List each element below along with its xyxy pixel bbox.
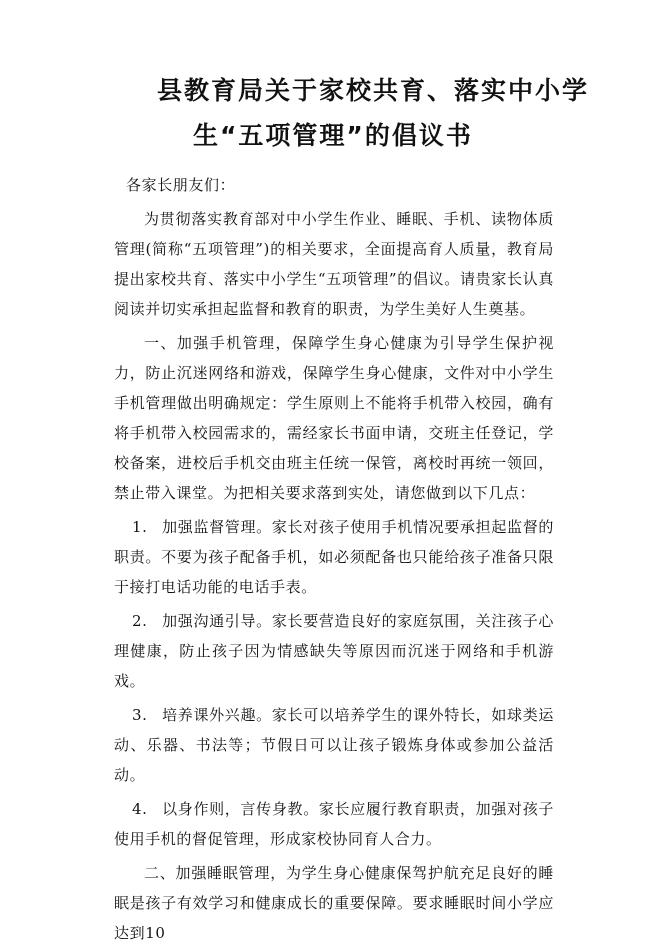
- item-number: 2.: [132, 612, 148, 630]
- item-number: 3.: [132, 706, 148, 724]
- list-item: [114, 512, 554, 602]
- list-item: [114, 700, 554, 790]
- item-text: 加强监督管理。家长对孩子使用手机情况要承担起监督的职责。不要为孩子配备手机，如必须配备也只能给孩子准备只限于接打电话功能的电话手表。: [114, 518, 554, 596]
- item-number: 4.: [132, 800, 148, 818]
- document-title-line-1: 县教育局关于家校共育、落实中小学: [157, 76, 590, 105]
- item-number: 1.: [132, 518, 148, 536]
- document-body: [114, 170, 554, 952]
- section-1-paragraph: 一、加强手机管理，保障学生身心健康为引导学生保护视力，防止沉迷网络和游戏，保障学生身心健康，文件对中小学生手机管理做出明确规定：学生原则上不能将手机带入校园，确有将手机带入校园需求的，需经家长书面申请，交班主任登记，学校备案，进校后手机交由班主任统一保管，离校时再统一领回，禁止带入课堂。为把相关要求落到实处，请您做到以下几点：: [114, 334, 554, 502]
- intro-paragraph: 为贯彻落实教育部对中小学生作业、睡眠、手机、读物体质管理(简称“五项管理”)的相关要求，全面提高育人质量，教育局提出家校共育、落实中小学生“五项管理”的倡议。请贵家长认真阅读并切实承担起监督和教育的职责，为学生美好人生奠基。: [114, 210, 554, 318]
- list-item: [114, 606, 554, 696]
- item-text: 以身作则，言传身教。家长应履行教育职责，加强对孩子使用手机的督促管理，形成家校协同育人合力。: [114, 800, 554, 848]
- list-item: [114, 794, 554, 854]
- section-2-paragraph: 二、加强睡眠管理，为学生身心健康保驾护航充足良好的睡眠是孩子有效学习和健康成长的重要保障。要求睡眠时间小学应达到10: [114, 864, 554, 942]
- item-text: 培养课外兴趣。家长可以培养学生的课外特长，如球类运动、乐器、书法等；节假日可以让孩子锻炼身体或参加公益活动。: [114, 706, 554, 784]
- document-title-line-2: 生“五项管理”的倡议书: [193, 121, 473, 150]
- greeting: 各家长朋友们：: [126, 176, 236, 194]
- item-text: 加强沟通引导。家长要营造良好的家庭氛围，关注孩子心理健康，防止孩子因为情感缺失等原因而沉迷于网络和手机游戏。: [114, 612, 554, 690]
